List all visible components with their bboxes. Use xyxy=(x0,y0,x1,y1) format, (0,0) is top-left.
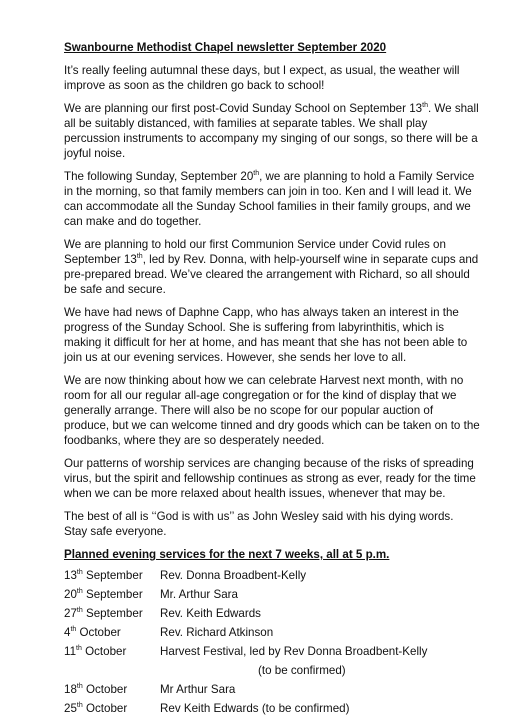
service-date: 13th September xyxy=(64,569,143,582)
paragraph-closing xyxy=(64,509,480,539)
paragraph-communion-text-b: , led by Rev. Donna, with help-yourself wine in separate cups and pre-prepared bread. We’ve cleared the arrangement with Richard, so all should be safe and secure. xyxy=(64,253,479,296)
newsletter-title: Swanbourne Methodist Chapel newsletter September 2020 xyxy=(64,41,387,54)
service-date: 18th October xyxy=(64,683,128,696)
paragraph-family-service-text-a: The following Sunday, September 20 xyxy=(64,170,254,183)
service-preacher: Rev. Donna Broadbent-Kelly xyxy=(160,569,307,582)
closing-line-2: Stay safe everyone. xyxy=(64,525,167,538)
paragraph-worship-patterns: Our patterns of worship services are changing because of the risks of spreading virus, but the spirit and fellowship continues as strong as ever, ready for the time when we can be more relaxed about health issues, whenever that may be. xyxy=(64,457,476,500)
service-row xyxy=(64,606,480,625)
ordinal-suffix: th xyxy=(136,253,143,261)
ordinal-suffix: th xyxy=(422,102,428,110)
service-row xyxy=(64,644,480,663)
service-preacher: Rev. Keith Edwards xyxy=(160,607,261,620)
service-row xyxy=(64,682,480,701)
service-date: 4th October xyxy=(64,626,121,639)
services-table xyxy=(64,568,480,720)
service-preacher: Rev. Richard Atkinson xyxy=(160,626,274,639)
paragraph-sunday-school xyxy=(64,101,480,161)
paragraph-sunday-school-text-b: . We shall all be suitably distanced, with families at separate tables. We shall play percussion instruments to accompany my singing of our songs, so there will be a joyful noise. xyxy=(64,102,479,160)
service-date: 25th October xyxy=(64,702,128,715)
service-row xyxy=(64,587,480,606)
closing-line-1: The best of all is ‘‘God is with us’’ as John Wesley said with his dying words. xyxy=(64,510,454,523)
paragraph-family-service-text-b: , we are planning to hold a Family Service in the morning, so that family members can join in too. Ken and I will lead it. We can accommodate all the Sunday School families in their family groups, and we can make and do together. xyxy=(64,170,475,228)
ordinal-suffix: th xyxy=(253,170,260,178)
newsletter-page xyxy=(64,40,480,720)
harvest-confirmation-note: (to be confirmed) xyxy=(258,664,346,677)
service-preacher: Harvest Festival, led by Rev Donna Broadbent-Kelly xyxy=(160,645,428,658)
service-date: 11th October xyxy=(64,645,127,658)
paragraph-communion xyxy=(64,237,480,297)
service-preacher: Rev Keith Edwards (to be confirmed) xyxy=(160,702,350,715)
service-row xyxy=(64,701,480,720)
service-preacher: Mr Arthur Sara xyxy=(160,683,236,696)
paragraph-daphne-capp: We have had news of Daphne Capp, who has always taken an interest in the progress of the Sunday School. She is suffering from labyrinthitis, which is making it difficult for her at home, and has meant that she has not been able to join us at our evening services. However, she sends her love to all. xyxy=(64,306,468,364)
service-row xyxy=(64,568,480,587)
paragraph-harvest: We are now thinking about how we can celebrate Harvest next month, with no room for all our regular all-age congregation or for the kind of display that we generally arrange. There will also be no scope for our popular auction of produce, but we can welcome tinned and dry goods which can be taken on to the foodbanks, where they are so desperately needed. xyxy=(64,374,480,447)
services-heading: Planned evening services for the next 7 weeks, all at 5 p.m. xyxy=(64,548,390,561)
paragraph-family-service xyxy=(64,169,480,229)
service-date: 20th September xyxy=(64,588,143,601)
service-row xyxy=(64,625,480,644)
service-preacher: Mr. Arthur Sara xyxy=(160,588,238,601)
paragraph-sunday-school-text-a: We are planning our first post-Covid Sunday School on September 13 xyxy=(64,102,423,115)
paragraph-autumn: It’s really feeling autumnal these days, but I expect, as usual, the weather will improve as soon as the children go back to school! xyxy=(64,64,460,92)
paragraph-communion-text-a: We are planning to hold our first Communion Service under Covid rules on September 13 xyxy=(64,238,446,266)
service-date: 27th September xyxy=(64,607,143,620)
